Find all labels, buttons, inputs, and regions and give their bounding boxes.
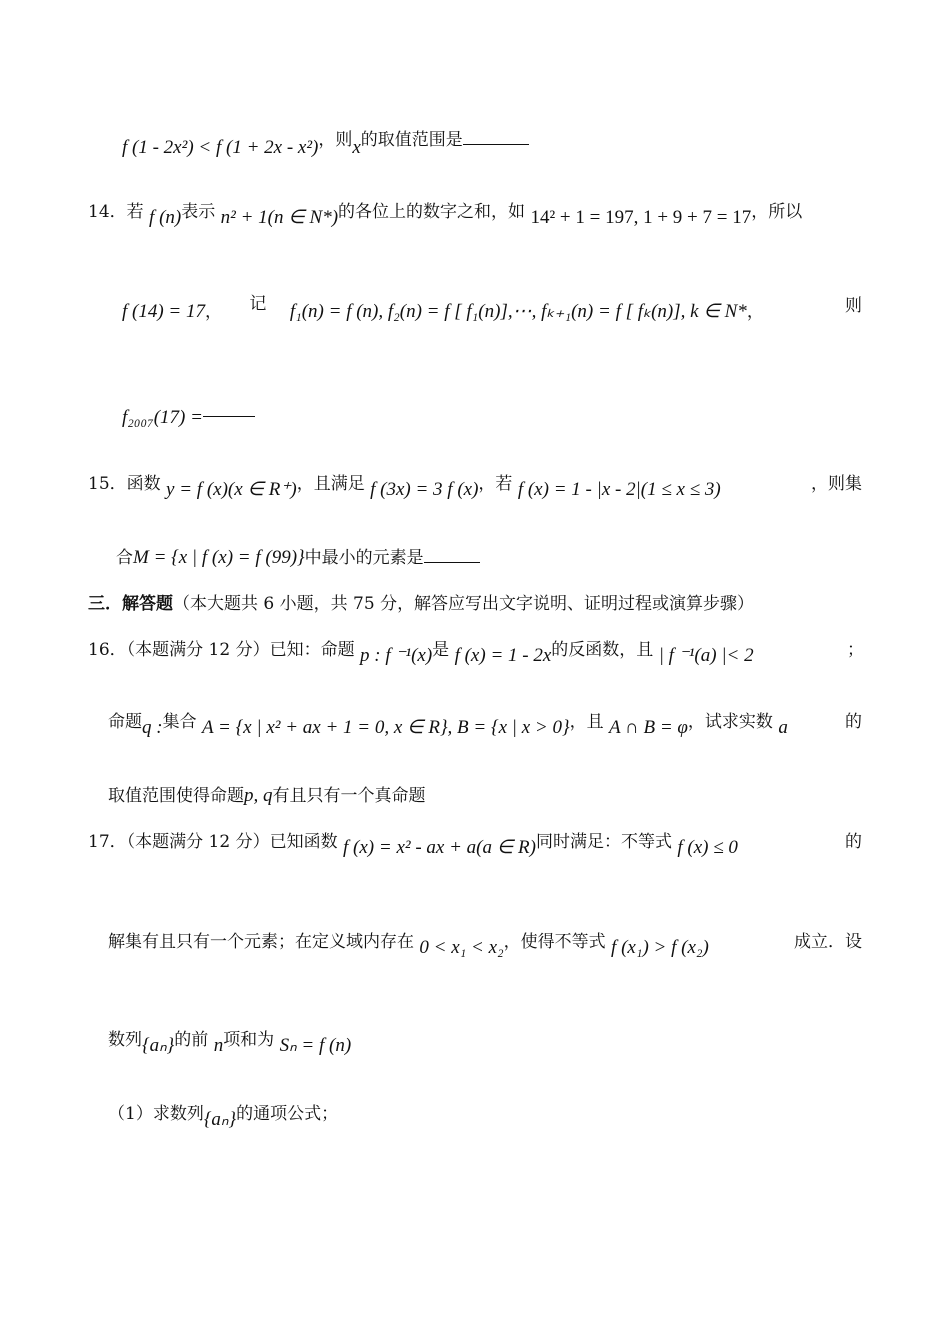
q13-var: x [352,137,361,158]
q17-score: （本题满分 12 分）已知函数 [126,832,338,852]
section3-note: （本大题共 6 小题，共 75 分，解答应写出文字说明、证明过程或演算步骤） [173,594,755,614]
q16-pq: p, q [244,785,273,806]
q17-l3a: 数列 [108,1030,142,1050]
q16-number: 16． [88,640,127,660]
q16-t2: ，且 [569,712,604,732]
q14-desc: 的各位上的数字之和，如 [338,202,526,222]
q14-line3 [122,408,255,428]
q16-shi: 是 [432,640,450,660]
q16-inter: A ∩ B = φ [608,717,688,738]
q17-line2 [108,932,862,958]
q16-de: 的 [845,712,862,732]
q17-func: f (x) = x² - ax + a(a ∈ R) [343,837,536,858]
q17-sub1b: {aₙ} [203,1109,237,1130]
q13-tail: 的取值范围是 [360,130,463,150]
q14-number: 14． [88,202,127,222]
q16-t1: 的反函数，且 [551,640,654,660]
section3-title: 三．解答题 [88,594,173,614]
q14-line1 [88,202,803,228]
q15-set: M = {x | f (x) = f (99)} [133,547,305,568]
q17-ineq2: f (x₁) > f (x₂) [611,937,709,958]
q16-line3 [108,786,426,806]
q16-line1 [88,640,864,666]
q14-expr: n² + 1(n ∈ N*) [220,207,339,228]
q16-ineq: | f ⁻¹(a) |< 2 [658,645,754,666]
q17-sub1 [108,1104,339,1130]
q15-line2 [116,548,480,568]
q16-line3b: 有且只有一个真命题 [272,786,426,806]
q14-example: 14² + 1 = 197, 1 + 9 + 7 = 17 [530,207,752,228]
q16-jihe: 集合 [162,712,197,732]
q13-inequality: f (1 - 2x²) < f (1 + 2x - x²) [122,137,319,158]
q14-suoyi: ，所以 [751,202,803,222]
q16-q: q : [142,717,163,738]
q14-ruo: 若 [126,202,144,222]
q15-t1: ，且满足 [296,474,365,494]
q17-l2c: 成立．设 [794,932,862,952]
q14-fn: f (n) [149,207,182,228]
q17-sub1c: 的通项公式； [236,1104,339,1124]
q17-t1: 同时满足：不等式 [535,832,672,852]
q16-score: （本题满分 12 分）已知：命题 [126,640,355,660]
q16-t3: ，试求实数 [687,712,773,732]
q15-func: y = f (x)(x ∈ R⁺) [166,479,297,500]
q13-answer-blank[interactable] [463,130,529,145]
q14-f14: f (14) = 17 [122,301,206,322]
q14-ask: f₂₀₀₇(17) = [122,407,203,428]
q16-line2 [108,712,862,738]
q17-l3c: 项和为 [223,1030,275,1050]
q14-comma: ， [205,302,223,322]
q14-line2 [122,294,862,322]
q15-cond2: f (x) = 1 - |x - 2|(1 ≤ x ≤ 3) [517,479,721,500]
q16-mingti: 命题 [108,712,142,732]
q17-cond: 0 < x₁ < x₂ [419,937,504,958]
q14-biaoshi: 表示 [181,202,216,222]
q14-ji: 记 [249,294,267,314]
q17-l2a: 解集有且只有一个元素；在定义域内存在 [108,932,414,952]
q13-line [122,130,529,158]
q15-answer-blank[interactable] [424,548,480,563]
q15-line1 [88,474,862,500]
q14-ze: 则 [845,296,862,316]
q16-line3a: 取值范围使得命题 [108,786,244,806]
q14-comma2: ， [746,302,764,322]
q17-l3b: 的前 [174,1030,209,1050]
q17-de: 的 [845,832,862,852]
q17-ineq: f (x) ≤ 0 [677,837,738,858]
q16-a: a [778,717,788,738]
q15-cond1: f (3x) = 3 f (x) [370,479,479,500]
q14-def: f₁(n) = f (n), f₂(n) = f [ f₁(n)],⋯, fₖ₊₁(n) = f [ fₖ(n)], k ∈ N* [289,301,747,322]
q17-line1 [88,832,862,858]
q17-sub1a: （1）求数列 [108,1104,204,1124]
q15-t3: ，则集 [811,474,862,494]
q16-sets: A = {x | x² + ax + 1 = 0, x ∈ R}, B = {x | x > 0} [201,717,570,738]
q16-fx: f (x) = 1 - 2x [454,645,552,666]
q15-hanshu: 函数 [126,474,161,494]
q17-line3 [108,1030,352,1056]
q16-semi: ； [847,640,864,660]
q17-n: n [213,1035,224,1056]
q15-number: 15． [88,474,127,494]
q17-an: {aₙ} [142,1035,175,1056]
section3-heading [88,594,754,614]
q17-number: 17． [88,832,127,852]
q15-tail: 中最小的元素是 [304,548,424,568]
q15-he: 合 [116,548,133,568]
q17-sn: Sₙ = f (n) [279,1035,352,1056]
q17-l2b: ，使得不等式 [503,932,606,952]
q16-p: p : f ⁻¹(x) [360,645,433,666]
q15-t2: ，若 [478,474,513,494]
q14-answer-blank[interactable] [203,410,255,417]
q13-text: ，则 [318,130,353,150]
